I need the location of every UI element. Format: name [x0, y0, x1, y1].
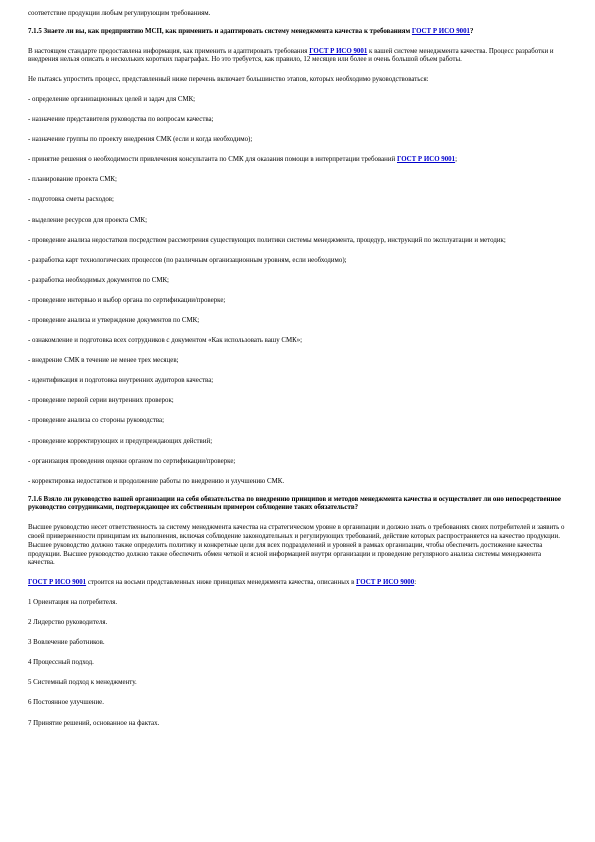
gost-9001-link[interactable]: ГОСТ Р ИСО 9001	[28, 579, 87, 587]
gost-9000-link[interactable]: ГОСТ Р ИСО 9000	[356, 579, 415, 587]
intro-text: соответствие продукции любым регулирующим требованиям.	[28, 10, 211, 17]
paragraph-top-management: Высшее руководство несет ответственность за систему менеджмента качества на стратегическом уровне в организации и должно знать о требованиях своих потребителей и заявить о своей приверженности принципам их выполнения, включая соблюдение законодательных и регулирующих требований, действие которых распространяется на качество продукции. Высшее руководство должно также определить политику и конкретные цели для всех подразделений и уровней в рамках организации, чтобы обеспечить достижение качества продукции. Высшее руководство должно также обеспечить обмен четкой и ясной информацией внутри организации и проведение регулярного анализа системы менеджмента качества.	[28, 524, 565, 567]
paragraph-principles-intro	[28, 579, 567, 588]
list-item: - корректировка недостатков и продолжение работы по внедрению и улучшению СМК.	[28, 477, 285, 485]
list-item: - внедрение СМК в течение не менее трех месяцев;	[28, 357, 179, 365]
list-item: - планирование проекта СМК;	[28, 176, 117, 184]
steps-list	[28, 96, 567, 487]
list-item: - идентификация и подготовка внутренних аудиторов качества;	[28, 377, 214, 385]
gost-9001-link[interactable]: ГОСТ Р ИСО 9001	[411, 27, 470, 35]
list-item: 7 Принятие решений, основанное на фактах.	[28, 719, 160, 727]
question-number: 7.1.5	[28, 27, 42, 35]
list-item: - проведение анализа недостатков посредством рассмотрения существующих политики системы менеджмента, процедур, инструкций по эксплуатации и методик;	[28, 236, 506, 244]
list-item: - назначение группы по проекту внедрения СМК (если и когда необходимо);	[28, 136, 253, 144]
paragraph-pre: В настоящем стандарте предоставлена информация, как применить и адаптировать требования	[28, 47, 310, 55]
principles-list	[28, 599, 567, 728]
paragraph-mid: строится на восьми представленных ниже принципах менеджмента качества, описанных в	[86, 579, 357, 587]
paragraph-steps-intro: Не пытаясь упростить процесс, представленный ниже перечень включает большинство этапов, которых необходимо руководствоваться:	[28, 76, 429, 84]
list-item-tail: ;	[455, 156, 457, 164]
list-item	[28, 156, 567, 165]
paragraph-apply-adapt	[28, 48, 567, 66]
question-7-1-6	[28, 496, 567, 514]
list-item: - подготовка сметы расходов;	[28, 196, 114, 204]
list-item: - разработка необходимых документов по СМК;	[28, 276, 169, 284]
list-item: - проведение первой серии внутренних проверок;	[28, 397, 174, 405]
list-item: - проведение анализа и утверждение документов по СМК;	[28, 317, 200, 325]
gost-9001-link[interactable]: ГОСТ Р ИСО 9001	[309, 47, 368, 55]
list-item: - ознакомление и подготовка всех сотрудников с документом «Как использовать вашу СМК»;	[28, 337, 303, 345]
list-item: - проведение корректирующих и предупреждающих действий;	[28, 437, 213, 445]
list-item-text: - принятие решения о необходимости привлечения консультанта по СМК для оказания помощи в интерпретации требований	[28, 156, 397, 164]
list-item: - определение организационных целей и задач для СМК;	[28, 95, 196, 103]
list-item: - проведение интервью и выбор органа по сертификации/проверке;	[28, 296, 226, 304]
gost-9001-link[interactable]: ГОСТ Р ИСО 9001	[396, 156, 456, 164]
question-text: Взяло ли руководство вашей организации на себя обязательства по внедрению принципов и методов менеджмента качества и осуществляет ли оно непосредственное руководство сотрудниками, подтверждающее их собственным примером соблюдение таких обязательств?	[28, 495, 561, 512]
list-item: - выделение ресурсов для проекта СМК;	[28, 216, 148, 224]
list-item: - разработка карт технологических процессов (по различным организационным уровням, если необходимо);	[28, 256, 347, 264]
question-7-1-5	[28, 28, 567, 37]
list-item: 2 Лидерство руководителя.	[28, 619, 108, 627]
list-item: 6 Постоянное улучшение.	[28, 699, 104, 707]
list-item: 4 Процессный подход.	[28, 659, 94, 667]
list-item: - организация проведения оценки органом по сертификации/проверке;	[28, 457, 236, 465]
list-item: 5 Системный подход к менеджменту.	[28, 679, 137, 687]
question-tail: ?	[470, 27, 474, 35]
list-item: - проведение анализа со стороны руководства;	[28, 417, 164, 425]
list-item: 3 Вовлечение работников.	[28, 639, 105, 647]
question-number: 7.1.6	[28, 495, 42, 503]
paragraph-tail: :	[414, 579, 417, 587]
list-item: - назначение представителя руководства по вопросам качества;	[28, 116, 214, 124]
paragraph-post: к вашей системе менеджмента качества. Процесс разработки и внедрения нельзя описать в нескольких коротких параграфах. Но это требуется, как правило, 12 месяцев или более и очень большой объем работы.	[28, 47, 554, 64]
question-text: Знаете ли вы, как предприятию МСП, как применить и адаптировать систему менеджмента качества к требованиям	[41, 27, 412, 35]
list-item: 1 Ориентация на потребителя.	[28, 598, 118, 606]
